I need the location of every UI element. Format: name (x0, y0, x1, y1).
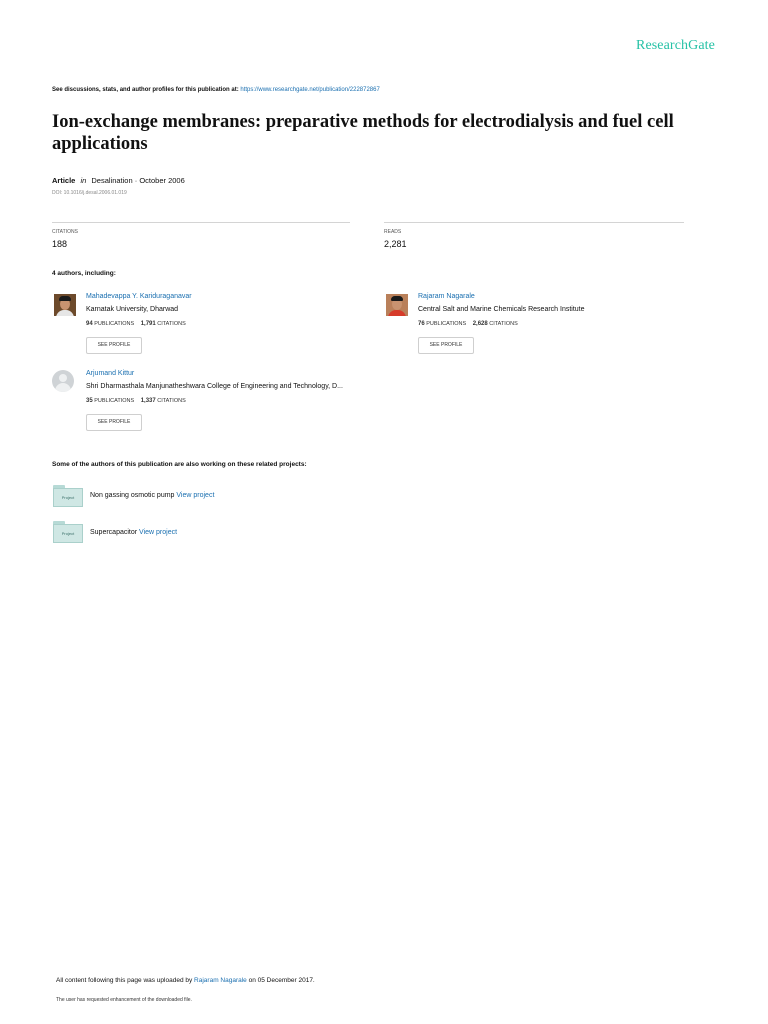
reads-count: 2,281 (384, 239, 407, 249)
view-project-link[interactable]: View project (176, 492, 215, 499)
project-folder-icon: Project (53, 521, 83, 543)
author-stats (86, 398, 191, 404)
publication-url-link[interactable]: https://www.researchgate.net/publication/222872867 (240, 87, 380, 93)
project-item (90, 492, 214, 499)
author-citations-count: 1,337 (140, 398, 156, 404)
author-institution: Shri Dharmasthala Manjunatheshwara College of Engineering and Technology, D... (86, 383, 343, 390)
author-avatar-nagarale[interactable] (386, 294, 408, 316)
author-name-link[interactable]: Mahadevappa Y. Kariduraganavar (86, 293, 192, 300)
journal-date: Desalination · October 2006 (91, 176, 185, 185)
author-citations-label: CITATIONS (489, 321, 518, 327)
citations-label: CITATIONS (52, 229, 78, 235)
author-publications-label: PUBLICATIONS (426, 321, 467, 327)
author-citations-count: 2,628 (472, 321, 488, 327)
author-publications-label: PUBLICATIONS (94, 398, 135, 404)
see-profile-button[interactable]: SEE PROFILE (86, 414, 142, 431)
uploaded-line (56, 977, 315, 984)
project-title: Non gassing osmotic pump (90, 492, 175, 499)
author-citations-label: CITATIONS (157, 398, 186, 404)
author-publications-count: 35 (86, 398, 93, 404)
see-profile-button[interactable]: SEE PROFILE (86, 337, 142, 354)
author-avatar-kariduraganavar[interactable] (54, 294, 76, 316)
uploaded-date: on 05 December 2017. (248, 977, 315, 984)
article-kind: Article (52, 176, 76, 185)
author-institution: Central Salt and Marine Chemicals Research Institute (418, 306, 585, 313)
author-publications-count: 94 (86, 321, 93, 327)
enhancement-note: The user has requested enhancement of the downloaded file. (56, 997, 192, 1003)
project-title: Supercapacitor (90, 529, 138, 536)
author-institution: Karnatak University, Dharwad (86, 306, 179, 313)
project-folder-icon: Project (53, 485, 83, 507)
article-meta (52, 176, 185, 185)
default-avatar-icon[interactable] (52, 370, 74, 392)
author-publications-count: 76 (418, 321, 425, 327)
article-doi: DOI: 10.1016/j.desal.2006.01.019 (52, 190, 127, 196)
reads-label: READS (384, 229, 402, 235)
discussion-prefix: See discussions, stats, and author profiles for this publication at: (52, 87, 239, 93)
citations-divider (52, 222, 350, 223)
view-project-link[interactable]: View project (139, 529, 178, 536)
citations-count: 188 (52, 239, 68, 249)
author-stats (86, 321, 191, 327)
author-stats (418, 321, 523, 327)
author-citations-count: 1,791 (140, 321, 156, 327)
author-name-link[interactable]: Rajaram Nagarale (418, 293, 475, 300)
reads-divider (384, 222, 684, 223)
see-profile-button[interactable]: SEE PROFILE (418, 337, 474, 354)
article-title: Ion-exchange membranes: preparative methods for electrodialysis and fuel cell applications (52, 112, 674, 154)
author-citations-label: CITATIONS (157, 321, 186, 327)
article-in-word: in (80, 176, 87, 185)
discussion-line (52, 87, 380, 93)
uploader-link[interactable]: Rajaram Nagarale (194, 977, 247, 984)
uploaded-prefix: All content following this page was uploaded by (56, 977, 193, 984)
author-publications-label: PUBLICATIONS (94, 321, 135, 327)
author-name-link[interactable]: Arjumand Kittur (86, 370, 135, 377)
projects-heading: Some of the authors of this publication are also working on these related projects: (52, 461, 307, 468)
project-item (90, 529, 177, 536)
authors-heading: 4 authors, including: (52, 270, 116, 277)
researchgate-logo[interactable]: ResearchGate (636, 38, 715, 53)
